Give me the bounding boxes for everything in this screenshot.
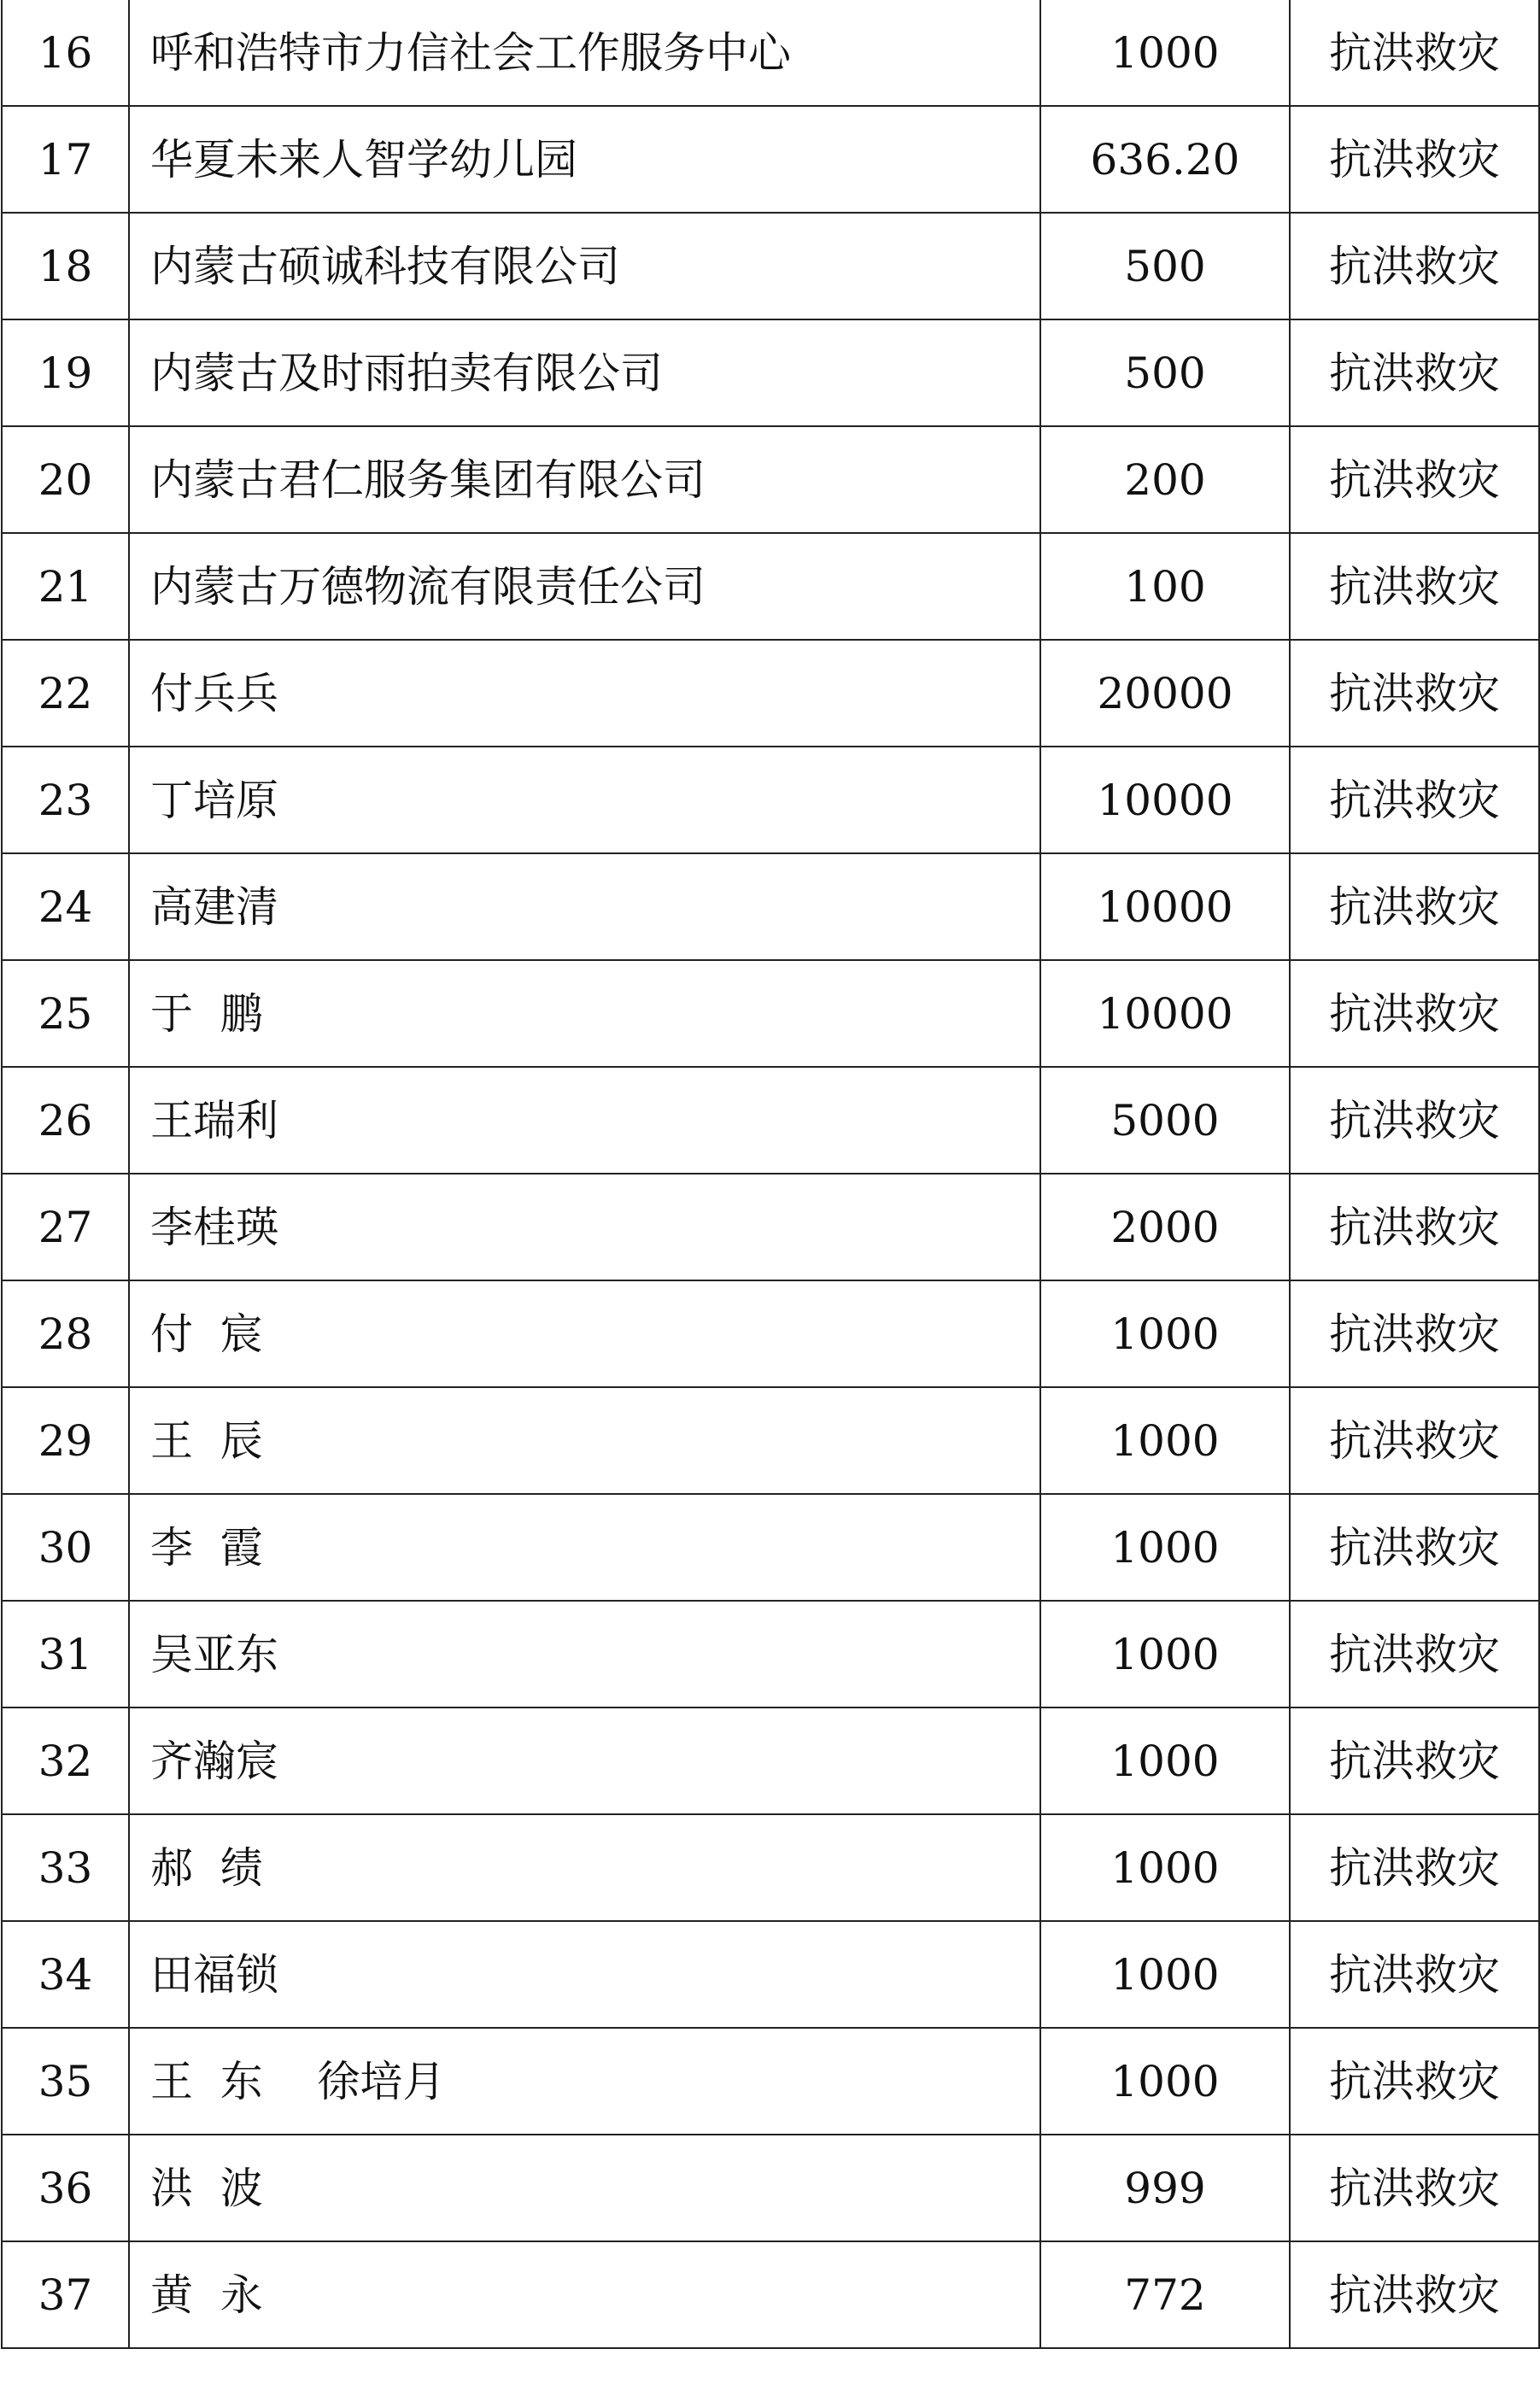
donation-amount: 5000 (1040, 1067, 1290, 1174)
donation-purpose: 抗洪救灾 (1290, 1601, 1539, 1707)
row-number: 20 (2, 426, 129, 533)
row-number: 27 (2, 1174, 129, 1280)
donation-amount: 1000 (1040, 0, 1290, 106)
donor-name: 付兵兵 (129, 640, 1040, 747)
row-number: 37 (2, 2241, 129, 2348)
donor-name: 内蒙古及时雨拍卖有限公司 (129, 319, 1040, 426)
table-row (2, 1387, 1539, 1494)
donor-name: 郝 绩 (129, 1814, 1040, 1921)
donation-purpose: 抗洪救灾 (1290, 640, 1539, 747)
donation-purpose: 抗洪救灾 (1290, 426, 1539, 533)
row-number: 35 (2, 2028, 129, 2135)
donation-purpose: 抗洪救灾 (1290, 1814, 1539, 1921)
row-number: 24 (2, 853, 129, 960)
donor-name: 齐瀚宸 (129, 1707, 1040, 1814)
row-number: 23 (2, 747, 129, 853)
donation-purpose: 抗洪救灾 (1290, 1280, 1539, 1387)
donation-amount: 999 (1040, 2135, 1290, 2241)
donor-name: 田福锁 (129, 1921, 1040, 2028)
table-row (2, 426, 1539, 533)
table-row (2, 533, 1539, 640)
donation-purpose: 抗洪救灾 (1290, 213, 1539, 319)
donation-amount: 10000 (1040, 853, 1290, 960)
table-row (2, 747, 1539, 853)
donor-name: 黄 永 (129, 2241, 1040, 2348)
table-row (2, 2028, 1539, 2135)
table-row (2, 640, 1539, 747)
row-number: 34 (2, 1921, 129, 2028)
table-row (2, 1067, 1539, 1174)
donation-amount: 20000 (1040, 640, 1290, 747)
donation-amount: 200 (1040, 426, 1290, 533)
table-row (2, 1921, 1539, 2028)
row-number: 18 (2, 213, 129, 319)
donation-amount: 1000 (1040, 1601, 1290, 1707)
table-row (2, 106, 1539, 213)
donation-purpose: 抗洪救灾 (1290, 0, 1539, 106)
donor-name: 丁培原 (129, 747, 1040, 853)
donor-name: 内蒙古硕诚科技有限公司 (129, 213, 1040, 319)
row-number: 28 (2, 1280, 129, 1387)
table-row (2, 0, 1539, 106)
row-number: 30 (2, 1494, 129, 1601)
donor-name: 内蒙古万德物流有限责任公司 (129, 533, 1040, 640)
donation-amount: 1000 (1040, 1814, 1290, 1921)
donor-name: 呼和浩特市力信社会工作服务中心 (129, 0, 1040, 106)
donation-purpose: 抗洪救灾 (1290, 1494, 1539, 1601)
donation-amount: 500 (1040, 213, 1290, 319)
donation-purpose: 抗洪救灾 (1290, 2028, 1539, 2135)
donor-name: 付 宸 (129, 1280, 1040, 1387)
donation-table-body (2, 0, 1539, 2348)
donation-amount: 1000 (1040, 1921, 1290, 2028)
row-number: 25 (2, 960, 129, 1067)
table-row (2, 1814, 1539, 1921)
table-row (2, 319, 1539, 426)
donation-purpose: 抗洪救灾 (1290, 747, 1539, 853)
donation-amount: 772 (1040, 2241, 1290, 2348)
donor-name: 李桂瑛 (129, 1174, 1040, 1280)
donation-purpose: 抗洪救灾 (1290, 960, 1539, 1067)
donation-amount: 10000 (1040, 747, 1290, 853)
row-number: 16 (2, 0, 129, 106)
donation-purpose: 抗洪救灾 (1290, 1707, 1539, 1814)
row-number: 36 (2, 2135, 129, 2241)
donation-purpose: 抗洪救灾 (1290, 1921, 1539, 2028)
row-number: 22 (2, 640, 129, 747)
table-row (2, 1280, 1539, 1387)
donation-amount: 1000 (1040, 1494, 1290, 1601)
donation-purpose: 抗洪救灾 (1290, 2241, 1539, 2348)
donor-name: 王 辰 (129, 1387, 1040, 1494)
table-row (2, 1494, 1539, 1601)
row-number: 19 (2, 319, 129, 426)
row-number: 32 (2, 1707, 129, 1814)
donation-amount: 10000 (1040, 960, 1290, 1067)
donation-purpose: 抗洪救灾 (1290, 533, 1539, 640)
donation-amount: 1000 (1040, 1707, 1290, 1814)
donor-name: 洪 波 (129, 2135, 1040, 2241)
donation-amount: 1000 (1040, 2028, 1290, 2135)
row-number: 17 (2, 106, 129, 213)
row-number: 29 (2, 1387, 129, 1494)
table-row (2, 1174, 1539, 1280)
donation-purpose: 抗洪救灾 (1290, 2135, 1539, 2241)
donor-name: 高建清 (129, 853, 1040, 960)
donation-amount: 2000 (1040, 1174, 1290, 1280)
row-number: 21 (2, 533, 129, 640)
table-row (2, 2241, 1539, 2348)
donation-purpose: 抗洪救灾 (1290, 1067, 1539, 1174)
donor-name: 王 东 徐培月 (129, 2028, 1040, 2135)
donation-amount: 1000 (1040, 1387, 1290, 1494)
row-number: 33 (2, 1814, 129, 1921)
table-row (2, 213, 1539, 319)
donor-name: 王瑞利 (129, 1067, 1040, 1174)
donor-name: 华夏未来人智学幼儿园 (129, 106, 1040, 213)
donation-amount: 100 (1040, 533, 1290, 640)
table-row (2, 960, 1539, 1067)
donation-purpose: 抗洪救灾 (1290, 1174, 1539, 1280)
donation-purpose: 抗洪救灾 (1290, 106, 1539, 213)
row-number: 26 (2, 1067, 129, 1174)
donation-amount: 1000 (1040, 1280, 1290, 1387)
donor-name: 吴亚东 (129, 1601, 1040, 1707)
table-row (2, 2135, 1539, 2241)
table-row (2, 1707, 1539, 1814)
table-row (2, 853, 1539, 960)
donation-amount: 500 (1040, 319, 1290, 426)
donation-purpose: 抗洪救灾 (1290, 853, 1539, 960)
donor-name: 李 霞 (129, 1494, 1040, 1601)
donation-purpose: 抗洪救灾 (1290, 319, 1539, 426)
donation-amount: 636.20 (1040, 106, 1290, 213)
donation-table (1, 0, 1540, 2349)
donor-name: 于 鹏 (129, 960, 1040, 1067)
donation-purpose: 抗洪救灾 (1290, 1387, 1539, 1494)
row-number: 31 (2, 1601, 129, 1707)
table-row (2, 1601, 1539, 1707)
donor-name: 内蒙古君仁服务集团有限公司 (129, 426, 1040, 533)
